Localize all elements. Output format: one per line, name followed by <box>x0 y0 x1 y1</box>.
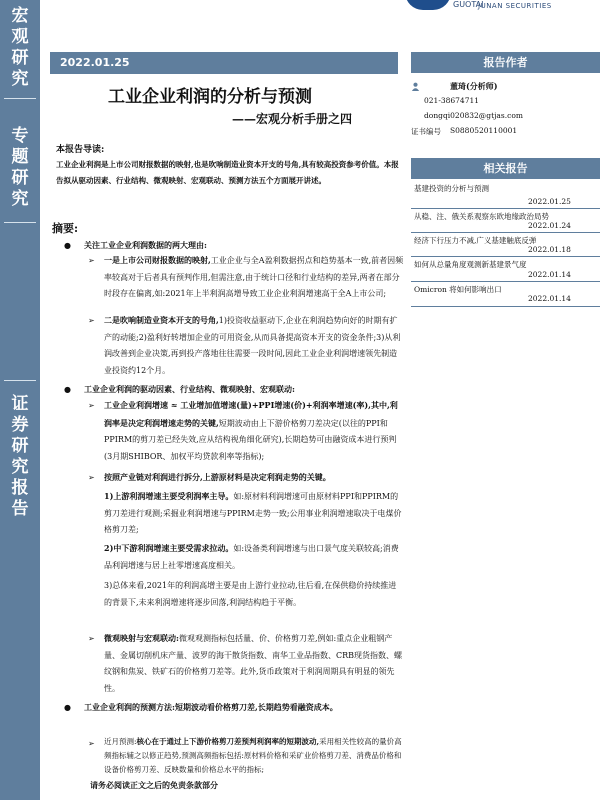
logo-text-en: JUNAN SECURITIES <box>478 2 552 10</box>
section2-para3 <box>104 488 404 539</box>
section2-para1-lead: 工业企业利润增速 ≈ 工业增加值增速(量)+PPI增速(价)+利润率增速(率), <box>104 400 371 410</box>
bullet-icon: ● <box>64 385 71 394</box>
section2-para1-lead2: 其中,利润率是决定利润增速走势的关键, <box>104 400 398 428</box>
section3-para1-text: 采用相关性较高的量价高频指标辅之以修正趋势,预测高频指标包括:原材料价格和采矿业价格剪刀差、消费品价格和设备价格剪刀差、反映数量和价格总水平的指标; <box>104 737 402 774</box>
section3-para1 <box>104 735 404 777</box>
disclaimer-footer: 请务必阅读正文之后的免责条款部分 <box>90 780 218 790</box>
arrow-bullet-icon: ➢ <box>88 739 95 748</box>
sidebar-divider <box>4 222 36 223</box>
section2-para1-text: 短期波动由上下游价格剪刀差决定(以往的PPI和PPIRM的剪刀差已经失效,应从结构视角细化研究),长期趋势可由融资成本进行预判(3月期SHIBOR、加权平均贷款利率等指标); <box>104 418 397 461</box>
related-report-title[interactable]: Omicron 将如何影响出口 <box>414 285 502 294</box>
sidebar-divider <box>4 98 36 99</box>
related-report-title[interactable]: 从稳、注、俄关系观察东欧地缘政治局势 <box>414 212 549 221</box>
analyst-phone: 021-38674711 <box>424 96 480 105</box>
sidebar-divider <box>4 380 36 381</box>
section1-para1-lead: 一是上市公司财报数据的映射, <box>104 255 211 265</box>
sidebar-label-report: 证 券 研 究 报 告 <box>11 394 29 519</box>
logo-mark-icon <box>405 0 451 10</box>
section1-para2 <box>104 312 404 379</box>
section2-para6-lead: 微观映射与宏观联动: <box>104 633 179 643</box>
report-date: 2022.01.25 <box>60 56 130 69</box>
arrow-bullet-icon: ➢ <box>88 316 95 325</box>
arrow-bullet-icon: ➢ <box>88 473 95 482</box>
analyst-section-heading: 报告作者 <box>411 52 600 73</box>
section2-para3-lead: 1)上游利润增速主要受利润率主导。 <box>104 491 234 501</box>
section2-heading: 工业企业利润的驱动因素、行业结构、微观映射、宏观联动: <box>84 384 295 394</box>
related-report-date: 2022.01.18 <box>528 245 571 254</box>
sidebar-label-topic: 专 题 研 究 <box>11 126 29 209</box>
reader-guide-heading: 本报告导读: <box>56 145 105 155</box>
related-report-date: 2022.01.14 <box>528 270 571 279</box>
date-bar <box>50 52 398 74</box>
section2-para3-text: 如:原材料利润增速可由原材料PPI和PPIRM的剪刀差进行观测;采掘业利润增速与PPIRM走势一致;公用事业利润增速取决于电煤价格剪刀差; <box>104 492 402 534</box>
report-title: 工业企业利润的分析与预测 <box>108 87 312 107</box>
section1-para1 <box>104 252 404 303</box>
cert-label: 证书编号 <box>411 127 441 136</box>
section1-para2-text: 1)投资收益驱动下,企业在利润趋势向好的时期有扩产的动能;2)盈利好转增加企业的可用资金,从而具备提高资本开支的资金条件;3)从利润改善到企业决策,再到投产落地往往需要一段时间,因此工业企业利润增速领先制造业投资约12个月。 <box>104 316 401 375</box>
related-divider <box>411 232 600 233</box>
summary-heading: 摘要: <box>52 222 79 235</box>
arrow-bullet-icon: ➢ <box>88 634 95 643</box>
sidebar-label-macro: 宏 观 研 究 <box>11 6 29 89</box>
arrow-bullet-icon: ➢ <box>88 256 95 265</box>
section3-para1-label: 近月预测: <box>104 737 137 746</box>
section2-para4-text: 如:设备类利润增速与出口景气度关联较高;消费品利润增速与居上社零增速高度相关。 <box>104 544 399 570</box>
related-divider <box>411 281 600 282</box>
related-reports-heading: 相关报告 <box>411 158 600 179</box>
section2-para6 <box>104 630 404 697</box>
related-divider <box>411 256 600 257</box>
left-sidebar <box>0 0 40 800</box>
section3-heading: 工业企业利润的预测方法:短期波动看价格剪刀差,长期趋势看融资成本。 <box>84 702 338 712</box>
analyst-email[interactable]: dongqi020832@gtjas.com <box>424 111 523 120</box>
section2-para2: 按照产业链对利润进行拆分,上游原材料是决定利润走势的关键。 <box>104 472 331 482</box>
related-report-title[interactable]: 如何从总量角度观测新基建景气度 <box>414 260 527 269</box>
section1-para2-lead: 二是吹响制造业资本开支的号角, <box>104 315 219 325</box>
section2-para4-lead: 2)中下游利润增速主要受需求拉动。 <box>104 543 234 553</box>
section1-para1-text: 工业企业与全A盈利数据拐点和趋势基本一致,前者因频率较高对于后者具有预判作用,但需注意,由于统计口径和行业结构的差异,两者在部分时段存在偏离,如:2021年上半利润高增导致工业企业利润增速高于全A上市公司; <box>104 256 404 298</box>
person-icon <box>411 82 420 91</box>
section1-heading: 关注工业企业利润数据的两大理由: <box>84 240 207 250</box>
section3-para1-lead: 核心在于通过上下游价格剪刀差预判利润率的短期波动, <box>136 737 320 746</box>
section2-para6-text: 微观观测指标包括量、价、价格剪刀差,例如:重点企业粗钢产量、金属切削机床产量、波罗的海干散货指数、南华工业品指数、CRB现货指数、螺纹钢和焦炭、铁矿石的价格剪刀差等。此外,货币政策对于利润周期具有明显的领先性。 <box>104 634 403 693</box>
section2-para5: 3)总体来看,2021年的利润高增主要是由上游行业拉动,往后看,在保供稳价持续推进的背景下,未来利润增速将逐步回落,利润结构趋于平衡。 <box>104 581 397 607</box>
reader-guide-text: 工业企业利润是上市公司财报数据的映射,也是吹响制造业资本开支的号角,具有较高投资参考价值。本报告拟从驱动因素、行业结构、微观映射、宏观联动、预测方法五个方面展开讲述。 <box>56 160 399 185</box>
related-report-date: 2022.01.14 <box>528 294 571 303</box>
related-report-date: 2022.01.25 <box>528 197 571 206</box>
related-report-date: 2022.01.24 <box>528 221 571 230</box>
cert-number: S0880520110001 <box>450 126 518 135</box>
bullet-icon: ● <box>64 241 71 250</box>
logo-text: GUOTAI <box>453 0 484 9</box>
bullet-icon: ● <box>64 703 71 712</box>
related-divider <box>411 306 600 307</box>
related-report-title[interactable]: 经济下行压力不减,广义基建触底反弹 <box>414 236 537 245</box>
section2-para4 <box>104 540 404 574</box>
section2-para1 <box>104 397 404 465</box>
analyst-name: 董琦(分析师) <box>450 81 498 91</box>
report-subtitle: ——宏观分析手册之四 <box>232 112 353 126</box>
arrow-bullet-icon: ➢ <box>88 401 95 410</box>
related-divider <box>411 208 600 209</box>
related-report-title[interactable]: 基建投资的分析与预测 <box>414 184 489 193</box>
